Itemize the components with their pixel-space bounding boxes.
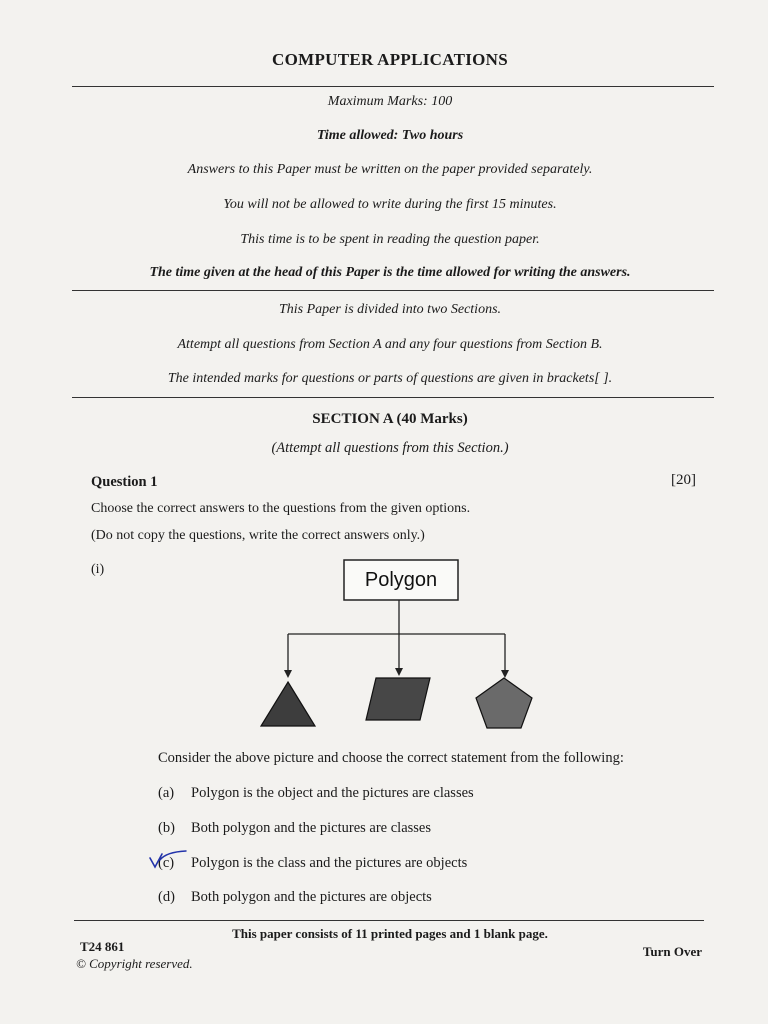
- section-title: SECTION A (40 Marks): [312, 411, 468, 427]
- arrow-head: [395, 668, 403, 676]
- paper-note-1: This Paper is divided into two Sections.: [278, 302, 502, 317]
- arrow-head: [284, 670, 292, 678]
- instruction-3: This time is to be spent in reading the question paper.: [240, 232, 540, 247]
- divider: [72, 397, 714, 398]
- paper-note-2: Attempt all questions from Section A and any four questions from Section B.: [177, 337, 603, 352]
- option-c-label: (c): [158, 855, 175, 871]
- option-c-text: Polygon is the class and the pictures are objects: [191, 855, 468, 871]
- instruction-4: The time given at the head of this Paper is the time allowed for writing the answers.: [149, 265, 631, 280]
- part-label: (i): [91, 562, 105, 577]
- instruction-2: You will not be allowed to write during the first 15 minutes.: [223, 197, 557, 212]
- divider: [72, 86, 714, 87]
- option-a-text: Polygon is the object and the pictures are classes: [191, 785, 474, 801]
- polygon-label: Polygon: [364, 569, 438, 591]
- footer-divider: [74, 920, 704, 921]
- max-marks: Maximum Marks: 100: [327, 94, 453, 109]
- arrow-head: [501, 670, 509, 678]
- paper-note-3: The intended marks for questions or parts of questions are given in brackets[ ].: [167, 371, 613, 386]
- question-label: Question 1: [91, 474, 158, 490]
- question-instruction: Choose the correct answers to the questions from the given options.: [91, 501, 471, 516]
- question-prompt: Consider the above picture and choose the correct statement from the following:: [158, 750, 624, 766]
- turn-over: Turn Over: [642, 944, 702, 959]
- polygon-class-diagram: [250, 556, 550, 736]
- section-subtitle: (Attempt all questions from this Section.): [271, 440, 509, 456]
- triangle-shape: [261, 682, 315, 726]
- option-b-text: Both polygon and the pictures are classes: [191, 820, 431, 836]
- copyright: © Copyright reserved.: [76, 956, 193, 971]
- paper-title: COMPUTER APPLICATIONS: [272, 50, 508, 69]
- pages-note: This paper consists of 11 printed pages and 1 blank page.: [232, 926, 548, 941]
- pentagon-shape: [476, 678, 532, 728]
- paper-code: T24 861: [80, 939, 125, 954]
- time-allowed: Time allowed: Two hours: [316, 128, 464, 143]
- question-marks: [20]: [671, 472, 696, 488]
- option-d-label: (d): [158, 889, 175, 905]
- parallelogram-shape: [366, 678, 430, 720]
- option-b-label: (b): [158, 820, 175, 836]
- option-a-label: (a): [158, 785, 175, 801]
- handwritten-tick-icon: [148, 848, 188, 870]
- divider: [72, 290, 714, 291]
- option-d-text: Both polygon and the pictures are objects: [191, 889, 432, 905]
- instruction-1: Answers to this Paper must be written on the paper provided separately.: [187, 162, 593, 177]
- question-note: (Do not copy the questions, write the correct answers only.): [91, 528, 425, 543]
